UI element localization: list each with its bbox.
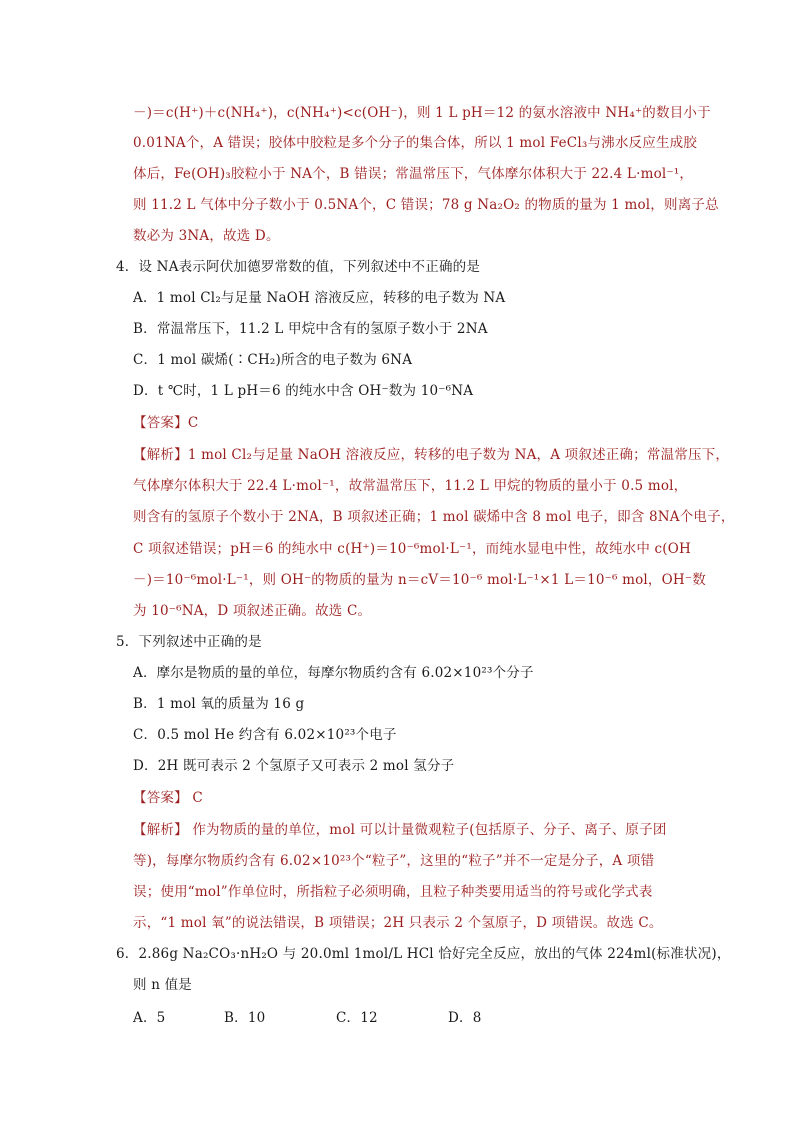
question-4-option-b: B．常温常压下，11.2 L 甲烷中含有的氢原子数小于 2NA [133,321,488,337]
question-4-analysis [133,445,729,465]
explanation-line: 0.01NA个，A 错误；胶体中胶粒是多个分子的集合体，所以 1 mol FeCl₃与沸水反应生成胶 [133,135,698,151]
question-6-stem-continued: 则 n 值是 [133,977,192,993]
question-6-option-b: B．10 [224,1010,266,1026]
question-6-option-c: C．12 [336,1010,378,1026]
analysis-line: 1 mol Cl₂与足量 NaOH 溶液反应，转移的电子数为 NA，A 项叙述正确；常温常压下， [187,447,730,463]
question-4-option-d: D．t ℃时，1 L pH＝6 的纯水中含 OH⁻数为 10⁻⁶NA [133,383,474,399]
answer-value: C [192,790,203,806]
explanation-line: 数必为 3NA，故选 D。 [133,228,280,244]
question-5-option-b: B．1 mol 氧的质量为 16 g [133,696,305,712]
analysis-label: 【解析】 [133,447,188,463]
analysis-line: 气体摩尔体积大于 22.4 L·mol⁻¹，故常温常压下，11.2 L 甲烷的物质的量小于 0.5 mol， [133,478,688,494]
explanation-line: 体后，Fe(OH)₃胶粒小于 NA个，B 错误；常温常压下，气体摩尔体积大于 22.4 L·mol⁻¹， [133,166,694,182]
question-4-stem: 4．设 NA表示阿伏加德罗常数的值，下列叙述中不正确的是 [116,259,481,275]
question-5-option-a: A．摩尔是物质的量的单位，每摩尔物质约含有 6.02×10²³个分子 [133,665,534,681]
explanation-line: 则 11.2 L 气体中分子数小于 0.5NA个，C 错误；78 g Na₂O₂ 的物质的量为 1 mol，则离子总 [133,197,719,213]
analysis-line: C 项叙述错误；pH＝6 的纯水中 c(H⁺)＝10⁻⁶mol·L⁻¹，而纯水显电中性，故纯水中 c(OH [133,541,692,557]
question-4-option-a: A．1 mol Cl₂与足量 NaOH 溶液反应，转移的电子数为 NA [133,290,506,306]
question-6-stem: 6．2.86g Na₂CO₃·nH₂O 与 20.0ml 1mol/L HCl 恰好完全反应，放出的气体 224ml(标准状况)， [116,946,731,962]
analysis-line: 为 10⁻⁶NA，D 项叙述正确。故选 C。 [133,603,372,619]
analysis-line: 示，“1 mol 氧”的说法错误，B 项错误；2H 只表示 2 个氢原子，D 项错误。故选 C。 [133,915,663,931]
analysis-line: －)＝10⁻⁶mol·L⁻¹，则 OH⁻的物质的量为 n＝cV＝10⁻⁶ mol·L⁻¹×1 L＝10⁻⁶ mol，OH⁻数 [133,572,706,588]
answer-label: 【答案】 [133,790,188,806]
analysis-line: 作为物质的量的单位，mol 可以计量微观粒子(包括原子、分子、离子、原子团 [192,822,667,838]
answer-label: 【答案】 [133,415,188,431]
analysis-line: 等)，每摩尔物质约含有 6.02×10²³个“粒子”，这里的“粒子”并不一定是分子，A 项错 [133,853,655,869]
question-5-answer [133,788,203,808]
analysis-label: 【解析】 [133,822,188,838]
analysis-line: 误；使用“mol”作单位时，所指粒子必须明确，且粒子种类要用适当的符号或化学式表 [133,884,653,900]
question-5-stem: 5．下列叙述中正确的是 [116,634,262,650]
answer-value: C [187,415,199,431]
explanation-line: －)＝c(H⁺)＋c(NH₄⁺)，c(NH₄⁺)<c(OH⁻)，则 1 L pH＝12 的氨水溶液中 NH₄⁺的数目小于 [133,105,711,121]
question-6-option-a: A．5 [133,1010,166,1026]
analysis-line: 则含有的氢原子个数小于 2NA，B 项叙述正确；1 mol 碳烯中含 8 mol 电子，即含 8NA个电子， [133,509,735,525]
question-5-option-c: C．0.5 mol He 约含有 6.02×10²³个电子 [133,727,397,743]
question-5-option-d: D．2H 既可表示 2 个氢原子又可表示 2 mol 氢分子 [133,758,455,774]
question-5-analysis [133,820,667,840]
question-6-option-d: D．8 [448,1010,482,1026]
question-4-option-c: C．1 mol 碳烯(∶CH₂)所含的电子数为 6NA [133,352,413,368]
question-4-answer [133,413,198,433]
